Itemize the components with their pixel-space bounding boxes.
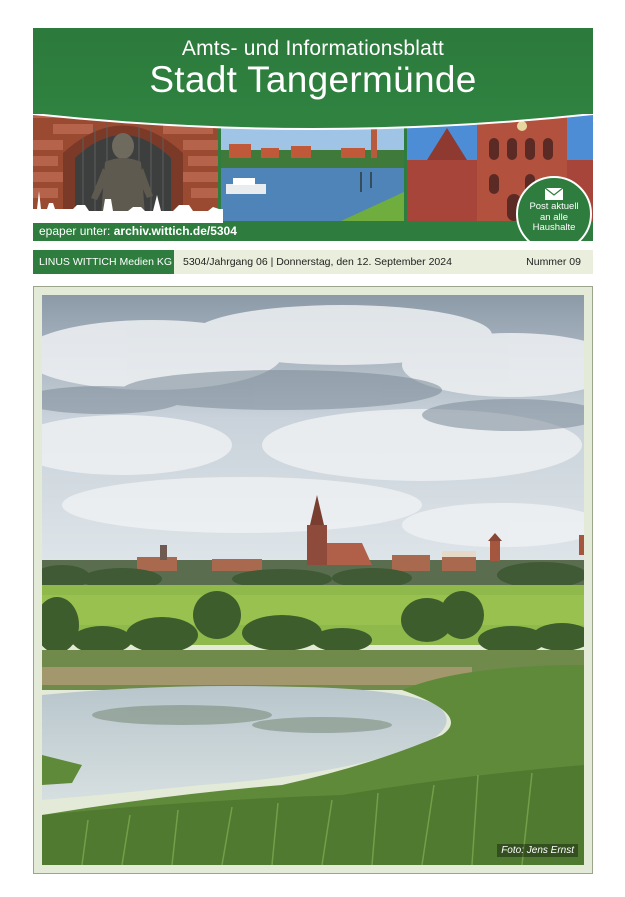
envelope-icon: [544, 187, 564, 201]
masthead-title: Stadt Tangermünde: [149, 59, 477, 100]
issue-info-bar: [33, 250, 593, 274]
issue-info: 5304/Jahrgang 06 | Donnerstag, den 12. September 2024: [183, 256, 452, 268]
issue-number: Nummer 09: [526, 256, 581, 268]
publisher-label: LINUS WITTICH Medien KG: [33, 250, 174, 274]
photo-credit: Foto: Jens Ernst: [497, 844, 578, 857]
post-badge-line-2: an alle: [540, 211, 568, 223]
skyline-silhouette: [33, 179, 223, 223]
post-badge-line-1: Post aktuell: [529, 201, 579, 212]
epaper-text: [39, 224, 237, 238]
epaper-link[interactable]: archiv.wittich.de/5304: [113, 224, 237, 238]
cover-photo: [42, 295, 584, 865]
post-badge-line-3: Haushalte: [532, 222, 576, 233]
epaper-prefix: epaper unter:: [39, 224, 111, 238]
epaper-bar: [33, 221, 593, 241]
title-band: [33, 28, 593, 114]
masthead-subtitle: Amts- und Informationsblatt: [181, 37, 445, 60]
masthead: [33, 28, 593, 241]
cover-photo-frame: [33, 286, 593, 874]
